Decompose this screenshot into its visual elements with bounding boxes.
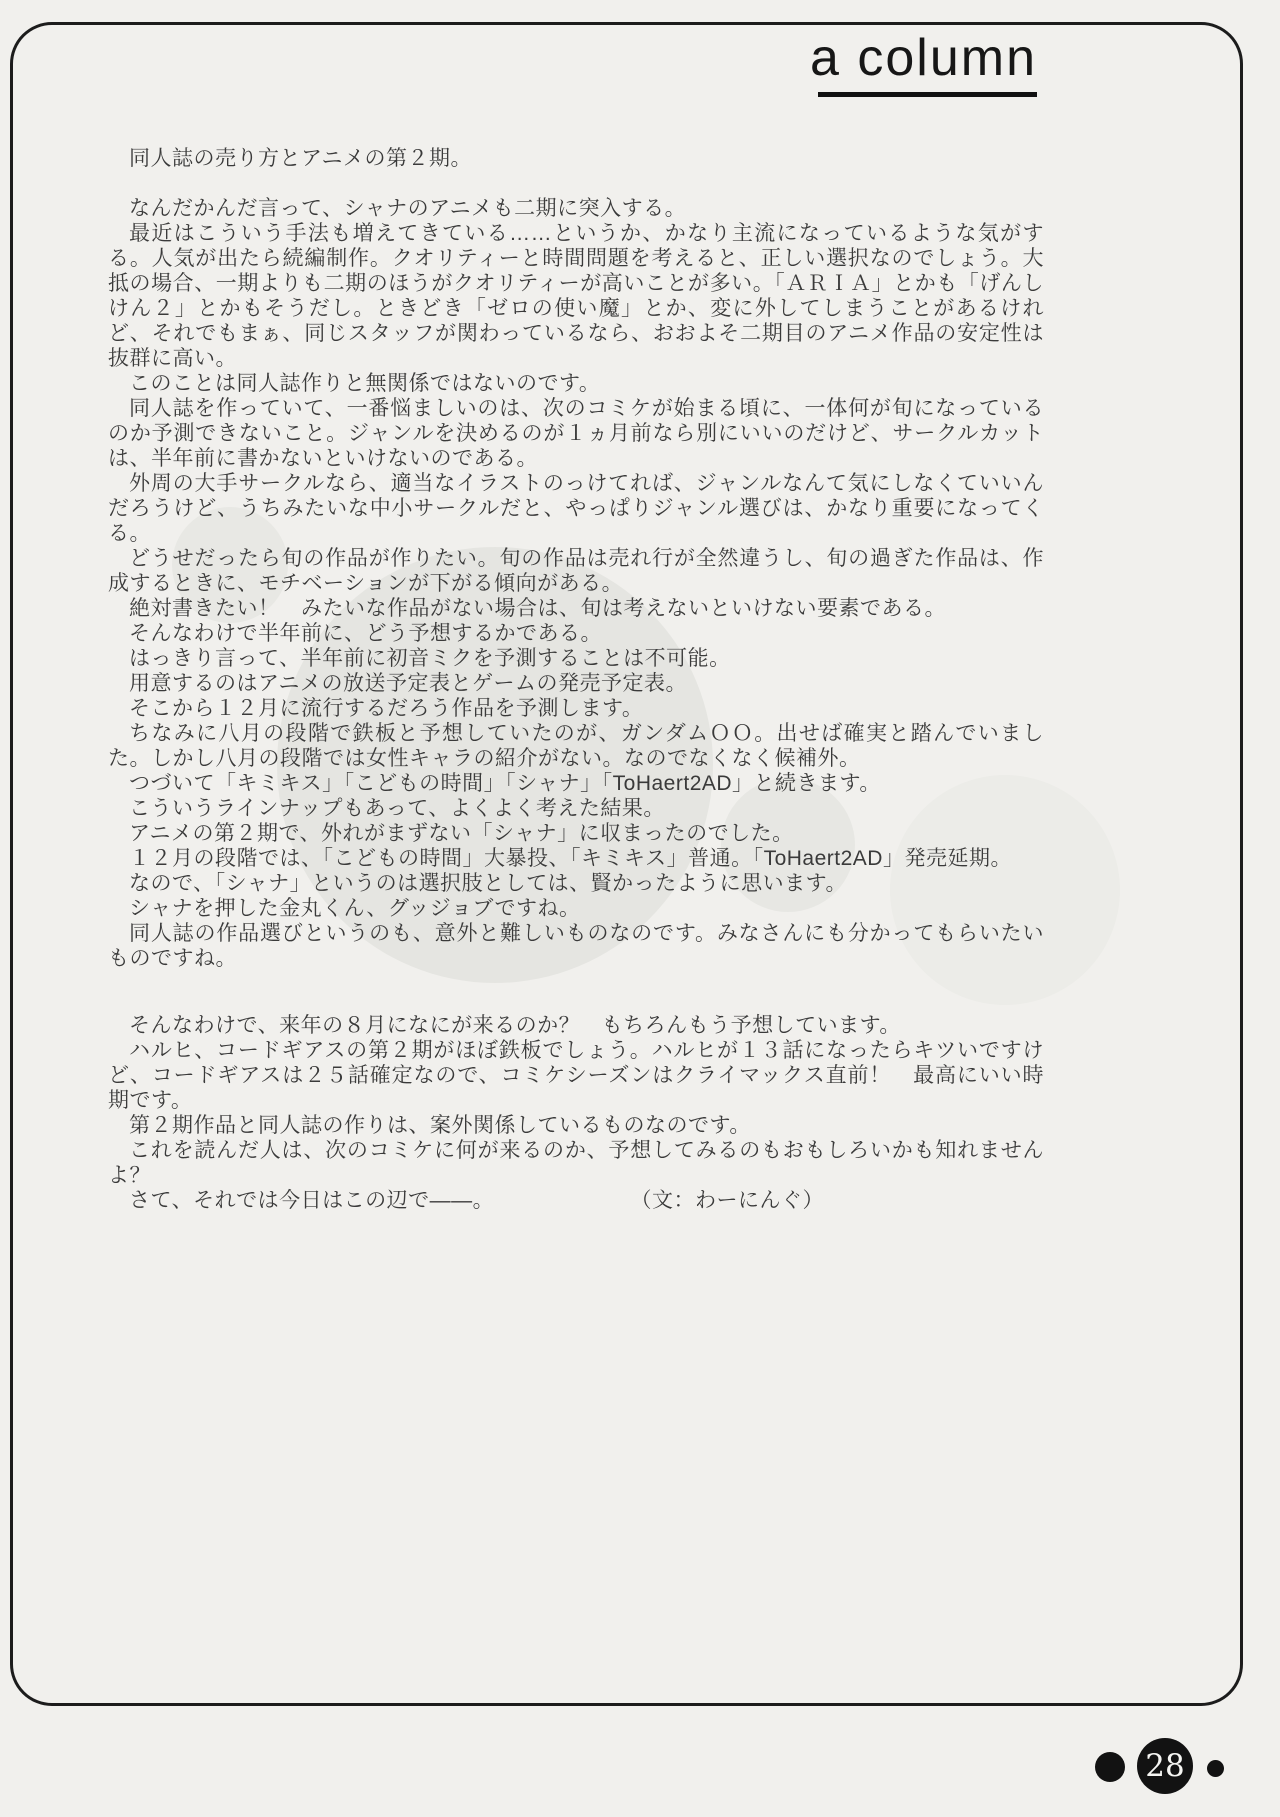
article-paragraph: 第２期作品と同人誌の作りは、案外関係しているものなのです。 bbox=[129, 1114, 751, 1137]
article-paragraph: なので、「シャナ」というのは選択肢としては、賢かったように思います。 bbox=[129, 872, 847, 895]
article-paragraph: 同人誌の作品選びというのも、意外と難しいものなのです。みなさんにも分かってもらいたいものですね。 bbox=[108, 922, 1044, 970]
article-paragraph: 絶対書きたい！ みたいな作品がない場合は、旬は考えないといけない要素である。 bbox=[129, 597, 946, 620]
article-paragraph: ちなみに八月の段階で鉄板と予想していたのが、ガンダムＯＯ。出せば確実と踏んでいました。しかし八月の段階では女性キャラの紹介がない。なのでなくなく候補外。 bbox=[108, 722, 1044, 770]
article-paragraph: ハルヒ、コードギアスの第２期がほぼ鉄板でしょう。ハルヒが１３話になったらキツいですけど、コードギアスは２５話確定なので、コミケシーズンはクライマックス直前！ 最高にいい時期です。 bbox=[108, 1039, 1044, 1112]
article-paragraph: 外周の大手サークルなら、適当なイラストのっけてれば、ジャンルなんて気にしなくていいんだろうけど、うちみたいな中小サークルだと、やっぱりジャンル選びは、かなり重要になってくる。 bbox=[108, 472, 1044, 545]
article-paragraph: どうせだったら旬の作品が作りたい。旬の作品は売れ行が全然違うし、旬の過ぎた作品は、作成するときに、モチベーションが下がる傾向がある。 bbox=[108, 547, 1044, 595]
article-section-1 bbox=[108, 196, 1044, 971]
attribution: （文：わーにんぐ） bbox=[630, 1189, 824, 1212]
page-number-badge: 28 bbox=[1137, 1738, 1193, 1794]
article-section-2 bbox=[108, 1013, 1044, 1188]
article-paragraph: 用意するのはアニメの放送予定表とゲームの発売予定表。 bbox=[129, 672, 687, 695]
header-underline bbox=[818, 92, 1037, 97]
closing-row bbox=[108, 1188, 1044, 1213]
page-number-dot-right bbox=[1207, 1760, 1224, 1777]
article-paragraph: そんなわけで半年前に、どう予想するかである。 bbox=[129, 622, 602, 645]
closing-line: さて、それでは今日はこの辺で――。 bbox=[129, 1189, 495, 1212]
article-paragraph: そこから１２月に流行するだろう作品を予測します。 bbox=[129, 697, 644, 720]
column-header-title: a column bbox=[810, 29, 1037, 87]
article-paragraph: シャナを押した金丸くん、グッジョブですね。 bbox=[129, 897, 581, 920]
article-paragraph: 最近はこういう手法も増えてきている……というか、かなり主流になっているような気がする。人気が出たら続編制作。クオリティーと時間問題を考えると、正しい選択なのでしょう。大抵の場合、一期よりも二期のほうがクオリティーが高いことが多い。「ＡＲＩＡ」とかも「げんしけん２」とかもそうだし。ときどき「ゼロの使い魔」とか、変に外してしまうことがあるけれど、それでもまぁ、同じスタッフが関わっているなら、おおよそ二期目のアニメ作品の安定性は抜群に高い。 bbox=[108, 222, 1044, 370]
article-paragraph: そんなわけで、来年の８月になにが来るのか？ もちろんもう予想しています。 bbox=[129, 1014, 901, 1037]
article-paragraph: こういうラインナップもあって、よくよく考えた結果。 bbox=[129, 797, 665, 820]
article-paragraph: このことは同人誌作りと無関係ではないのです。 bbox=[129, 372, 601, 395]
article-paragraph: これを読んだ人は、次のコミケに何が来るのか、予想してみるのもおもしろいかも知れませんよ？ bbox=[108, 1139, 1044, 1187]
article-paragraph: １２月の段階では、「こどもの時間」大暴投、「キミキス」普通。「ToHaert2AD」発売延期。 bbox=[129, 847, 1012, 870]
article-paragraph: アニメの第２期で、外れがまずない「シャナ」に収まったのでした。 bbox=[129, 822, 794, 845]
article-title: 同人誌の売り方とアニメの第２期。 bbox=[129, 147, 472, 170]
article-paragraph: はっきり言って、半年前に初音ミクを予測することは不可能。 bbox=[129, 647, 731, 670]
article-paragraph: なんだかんだ言って、シャナのアニメも二期に突入する。 bbox=[129, 197, 687, 220]
article-body bbox=[108, 146, 1044, 1213]
article-paragraph: つづいて「キミキス」「こどもの時間」「シャナ」「ToHaert2AD」と続きます。 bbox=[129, 772, 881, 795]
page-number-dot-left bbox=[1095, 1752, 1125, 1782]
article-paragraph: 同人誌を作っていて、一番悩ましいのは、次のコミケが始まる頃に、一体何が旬になっているのか予測できないこと。ジャンルを決めるのが１ヵ月前なら別にいいのだけど、サークルカットは、半年前に書かないといけないのである。 bbox=[108, 397, 1044, 470]
